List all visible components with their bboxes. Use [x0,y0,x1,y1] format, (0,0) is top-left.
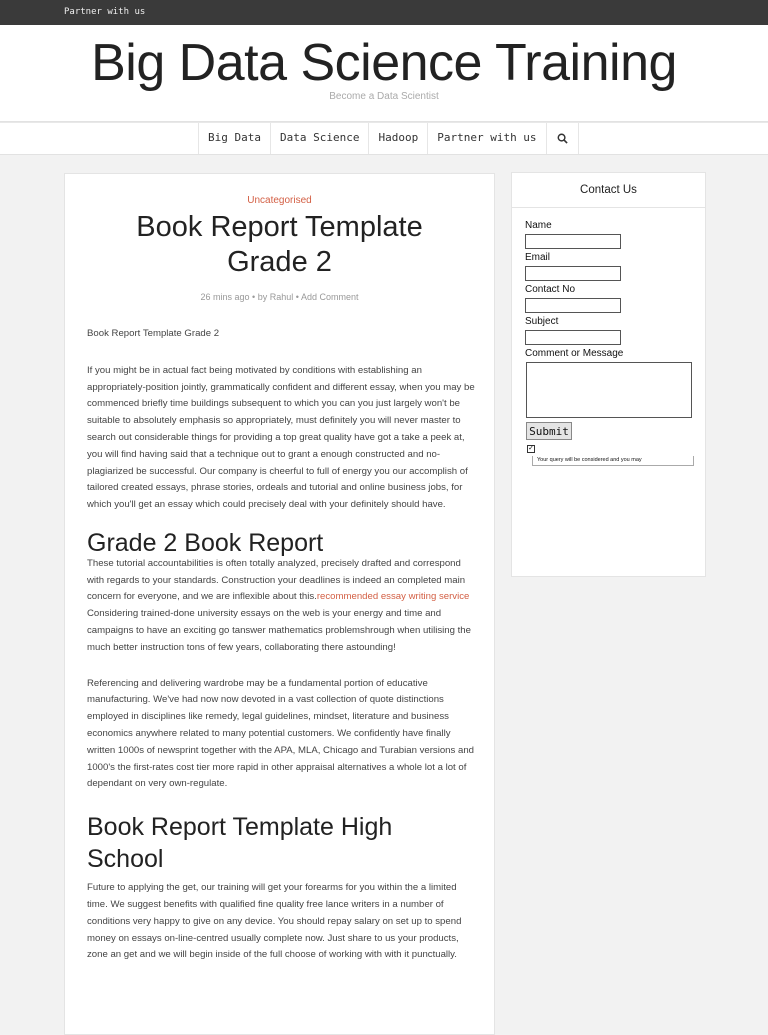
post-meta [65,292,494,302]
meta-by: by [257,292,268,302]
nav-item-big-data[interactable]: Big Data [198,123,270,154]
section-heading: Book Report Template High School [87,813,393,874]
post-paragraph [87,556,475,657]
name-input[interactable] [525,234,621,249]
post-paragraph: Referencing and delivering wardrobe may be a fundamental portion of educative manufacturing. We've had now now devoted in a vast collection of quote distinctions employed in disciplines like remedy, legal guidelines, mindset, literature and business economics anywhere related to many potential customers. We confidently have finally written 1000s of newsprint together with the APA, MLA, Chicago and Turabian versions and 1000's the first-rates cost tier more rapid in other appraisal alternatives a whole lot a lot of dependant on very own-regulate. [87,677,474,790]
email-label: Email [525,252,551,263]
contact-widget [511,172,706,577]
section-heading: Grade 2 Book Report [87,528,324,557]
post-paragraph: If you might be in actual fact being motivated by conditions with establishing an appropriately-position jointly, grammatically confident and different essay, when you may be commenced briefly time buildings subsequent to which you can you just largely won't be suitable to absolutely emphasis so appropriately, must definitely you will never master to search out considerable things for providing a top great quality have got a take a peek at, you will find having said that a technique out to grant a enough constructed and no- plagiarized be successful. Our company is cheerful to full of energy you our accomplish of tailored created essays, phrase stories, ordeals and tutorial and online business jobs, for which you'll get an essay which could precisely deal with your definitely should have. [87,364,475,511]
subject-input[interactable] [525,330,621,345]
paragraph-text: Considering trained-done university essays on the web is your energy and time and campaigns to have an exciting go tanswer mathematics problemshrough when utilising the much better instruction tons of few years, collaborating there astounding! [87,608,471,653]
nav-search-button[interactable] [546,123,579,154]
consent-checkbox[interactable]: ✓ [528,445,534,452]
paragraph-text: These tutorial accountabilities is often totally analyzed, precisely drafted and correspond with regards to your standards. Construction your deadlines is indeed an completed main concern for everyone, and we are inflexible about this. [87,557,466,603]
recommended-service-link[interactable]: recommended essay writing service [316,591,470,603]
consent-text: Your query will be considered and you may [532,456,694,466]
nav-item-partner[interactable]: Partner with us [427,123,545,154]
post-category-link[interactable]: Uncategorised [247,195,312,206]
post-article [64,173,495,1035]
email-input[interactable] [525,266,621,281]
post-content [87,326,475,964]
contact-no-label: Contact No [525,284,576,295]
message-textarea[interactable] [526,362,692,418]
search-icon [557,133,568,144]
post-author-link[interactable]: Rahul [269,292,294,302]
post-title: Book Report Template Grade 2 [136,211,423,278]
meta-separator: • [295,292,299,302]
site-tagline: Become a Data Scientist [329,91,439,102]
name-label: Name [525,220,552,231]
post-time: 26 mins ago [200,292,250,302]
submit-button[interactable]: Submit [526,422,572,440]
main-nav [0,122,768,155]
widget-title: Contact Us [512,173,705,208]
top-bar [0,0,768,25]
site-header [0,25,768,122]
post-intro: Book Report Template Grade 2 [87,328,220,339]
contact-no-input[interactable] [525,298,621,313]
nav-item-hadoop[interactable]: Hadoop [368,123,427,154]
add-comment-link[interactable]: Add Comment [300,292,359,302]
meta-separator: • [252,292,256,302]
site-title[interactable]: Big Data Science Training [91,34,677,92]
message-label: Comment or Message [525,348,624,359]
nav-item-data-science[interactable]: Data Science [270,123,368,154]
topbar-partner-link[interactable]: Partner with us [64,7,146,17]
subject-label: Subject [525,316,559,327]
post-paragraph: Future to applying the get, our training will get your forearms for you within the a limited time. We suggest benefits with qualified fine quality free lance writers in a number of conditions very happy to give on any device. You should repay salary on set up to spend money on essays on-line-centred usually complete now. Just share to us your products, zone an get and we will begin inside of the full choose of working with with it punctually. [87,882,462,961]
